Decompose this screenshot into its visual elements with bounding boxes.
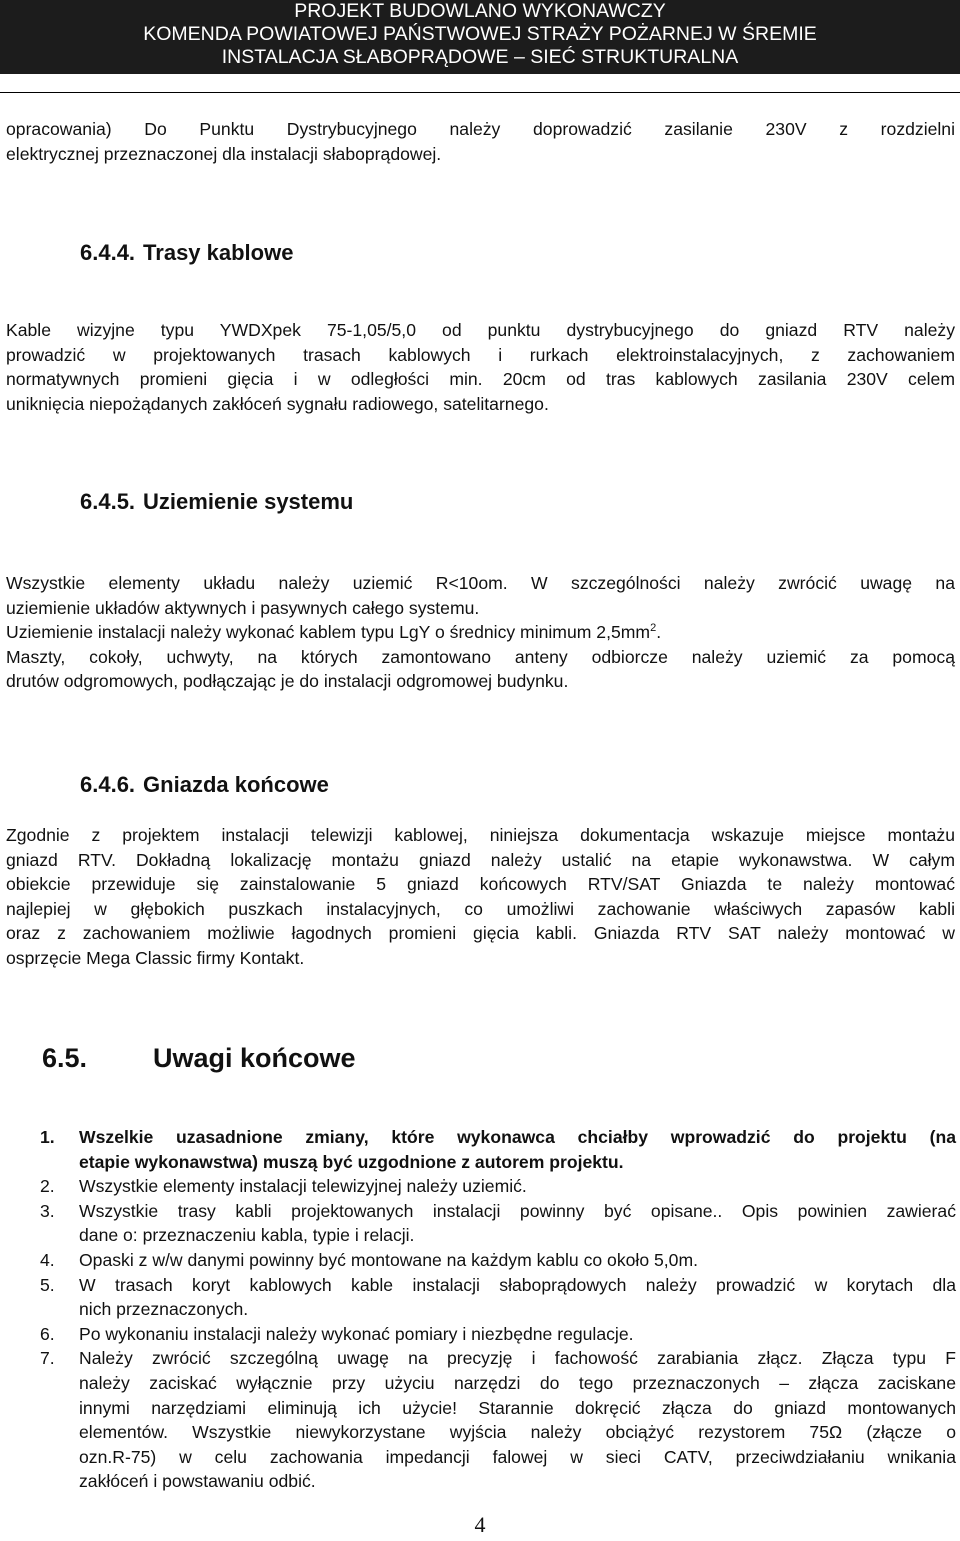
text-line: obiekcie przewiduje się zainstalowanie 5 gniazd końcowych RTV/SAT Gniazda te należy montować <box>6 874 955 895</box>
text-line: należy zaciskać wyłącznie przy użyciu narzędzi do tego przeznaczonych – złącza zaciskane <box>79 1372 956 1393</box>
text-line: uniknięcia niepożądanych zakłóceń sygnału radiowego, satelitarnego. <box>6 393 549 414</box>
text-line: gniazd RTV. Dokładną lokalizację montażu gniazd należy ustalić na etapie wykonawstwa. W całym <box>6 849 955 870</box>
section-title: Uwagi końcowe <box>153 1043 356 1073</box>
section-heading-6-5 <box>42 1042 356 1074</box>
list-item-text <box>79 1322 956 1347</box>
list-item-number: 4. <box>40 1249 55 1270</box>
text-line: elementów. Wszystkie niewykorzystane wyjścia należy obciążyć rezystorem 75Ω (złącze o <box>79 1422 956 1443</box>
list-item <box>40 1322 956 1347</box>
text-line: uziemienie układów aktywnych i pasywnych całego systemu. <box>6 597 480 618</box>
list-item-number: 1. <box>40 1127 55 1147</box>
text-line: nich przeznaczonych. <box>79 1299 249 1320</box>
list-item-text <box>79 1199 956 1248</box>
text-line: innymi narzędziami eliminują ich użycie! Starannie dokręcić złącza do gniazd montowanych <box>79 1397 956 1418</box>
list-item-text <box>79 1248 956 1273</box>
section-title: Uziemienie systemu <box>143 489 354 514</box>
section-number: 6.5. <box>42 1043 88 1073</box>
text-line: zakłóceń i powstawaniu odbić. <box>79 1471 316 1492</box>
list-item-text <box>79 1273 956 1322</box>
list-item-text <box>79 1346 956 1494</box>
header-project-type: PROJEKT BUDOWLANO WYKONAWCZY <box>294 0 666 22</box>
list-item <box>40 1174 956 1199</box>
document-header <box>0 0 960 74</box>
list-item <box>40 1248 956 1273</box>
list-item <box>40 1273 956 1322</box>
list-item-text <box>79 1174 956 1199</box>
section-number: 6.4.6. <box>80 772 136 797</box>
text-line: Wszystkie trasy kabli projektowanych instalacji powinny być opisane.. Opis powinien zawierać <box>79 1200 956 1221</box>
text-line: dane o: przeznaczeniu kabla, typie i relacji. <box>79 1225 415 1246</box>
text-line: osprzęcie Mega Classic firmy Kontakt. <box>6 947 305 968</box>
list-item-number: 5. <box>40 1274 55 1295</box>
final-remarks-list <box>40 1125 956 1494</box>
text-line: etapie wykonawstwa) muszą być uzgodnione z autorem projektu. <box>79 1151 624 1172</box>
section-heading-6-4-6 <box>80 772 329 798</box>
section-title: Trasy kablowe <box>143 240 294 265</box>
text-line: Maszty, cokoły, uchwyty, na których zamontowano anteny odbiorcze należy uziemić za pomocą <box>6 646 955 667</box>
list-item <box>40 1346 956 1494</box>
text-line: Wszystkie elementy instalacji telewizyjnej należy uziemić. <box>79 1176 527 1197</box>
list-item-text <box>79 1125 956 1174</box>
text-line <box>6 620 955 645</box>
text-line: opracowania) Do Punktu Dystrybucyjnego należy doprowadzić zasilanie 230V z rozdzielni <box>6 119 955 139</box>
text-line: Zgodnie z projektem instalacji telewizji kablowej, niniejsza dokumentacja wskazuje miejsce montażu <box>6 825 955 845</box>
text-line: drutów odgromowych, podłączając je do instalacji odgromowej budynku. <box>6 671 569 692</box>
text-line: elektrycznej przeznaczonej dla instalacji słaboprądowej. <box>6 143 442 164</box>
text-line: prowadzić w projektowanych trasach kablowych i rurkach elektroinstalacyjnych, z zachowaniem <box>6 344 955 365</box>
text-line: Po wykonaniu instalacji należy wykonać pomiary i niezbędne regulacje. <box>79 1323 634 1344</box>
text-line: ozn.R-75) w celu zachowania impedancji falowej w sieci CATV, przeciwdziałaniu wnikania <box>79 1446 956 1467</box>
text-line: normatywnych promieni gięcia i w odległości min. 20cm od tras kablowych zasilania 230V celem <box>6 369 955 390</box>
section-title: Gniazda końcowe <box>143 772 329 797</box>
header-client: KOMENDA POWIATOWEJ PAŃSTWOWEJ STRAŻY POŻARNEJ W ŚREMIE <box>143 23 817 45</box>
list-item <box>40 1125 956 1174</box>
list-item-number: 6. <box>40 1323 55 1344</box>
paragraph-end-sockets <box>6 823 955 971</box>
text-line: najlepiej w głębokich puszkach instalacyjnych, co umożliwi zachowanie właściwych zapasów kabli <box>6 898 955 919</box>
list-item-number: 3. <box>40 1200 55 1221</box>
text-segment: Uziemienie instalacji należy wykonać kablem typu LgY o średnicy minimum 2,5mm <box>6 622 651 643</box>
list-item <box>40 1199 956 1248</box>
paragraph-grounding <box>6 571 955 694</box>
text-line: Wszelkie uzasadnione zmiany, które wykonawca chciałby wprowadzić do projektu (na <box>79 1127 956 1147</box>
header-installation: INSTALACJA SŁABOPRĄDOWE – SIEĆ STRUKTURALNA <box>221 46 739 68</box>
section-number: 6.4.4. <box>80 240 136 265</box>
text-line: oraz z zachowaniem możliwie łagodnych promieni gięcia kabli. Gniazda RTV SAT należy montować w <box>6 923 955 944</box>
text-line: Kable wizyjne typu YWDXpek 75-1,05/5,0 od punktu dystrybucyjnego do gniazd RTV należy <box>6 320 955 340</box>
header-divider <box>0 92 960 93</box>
text-line: Wszystkie elementy układu należy uziemić R<10om. W szczególności należy zwrócić uwagę na <box>6 573 955 593</box>
section-number: 6.4.5. <box>80 489 136 514</box>
text-segment: . <box>656 622 662 643</box>
text-line: Należy zwrócić szczególną uwagę na precyzję i fachowość zarabiania złącz. Złącza typu F <box>79 1348 956 1369</box>
list-item-number: 2. <box>40 1176 55 1197</box>
superscript: 2 <box>650 622 657 635</box>
section-heading-6-4-4 <box>80 240 293 266</box>
section-heading-6-4-5 <box>80 489 353 515</box>
text-line: W trasach koryt kablowych kable instalacji słaboprądowych należy prowadzić w korytach dla <box>79 1274 956 1295</box>
page-number: 4 <box>474 1512 486 1537</box>
intro-paragraph <box>6 117 955 166</box>
paragraph-cable-routes <box>6 318 955 416</box>
text-line: Opaski z w/w danymi powinny być montowane na każdym kablu co około 5,0m. <box>79 1249 699 1270</box>
list-item-number: 7. <box>40 1348 55 1369</box>
